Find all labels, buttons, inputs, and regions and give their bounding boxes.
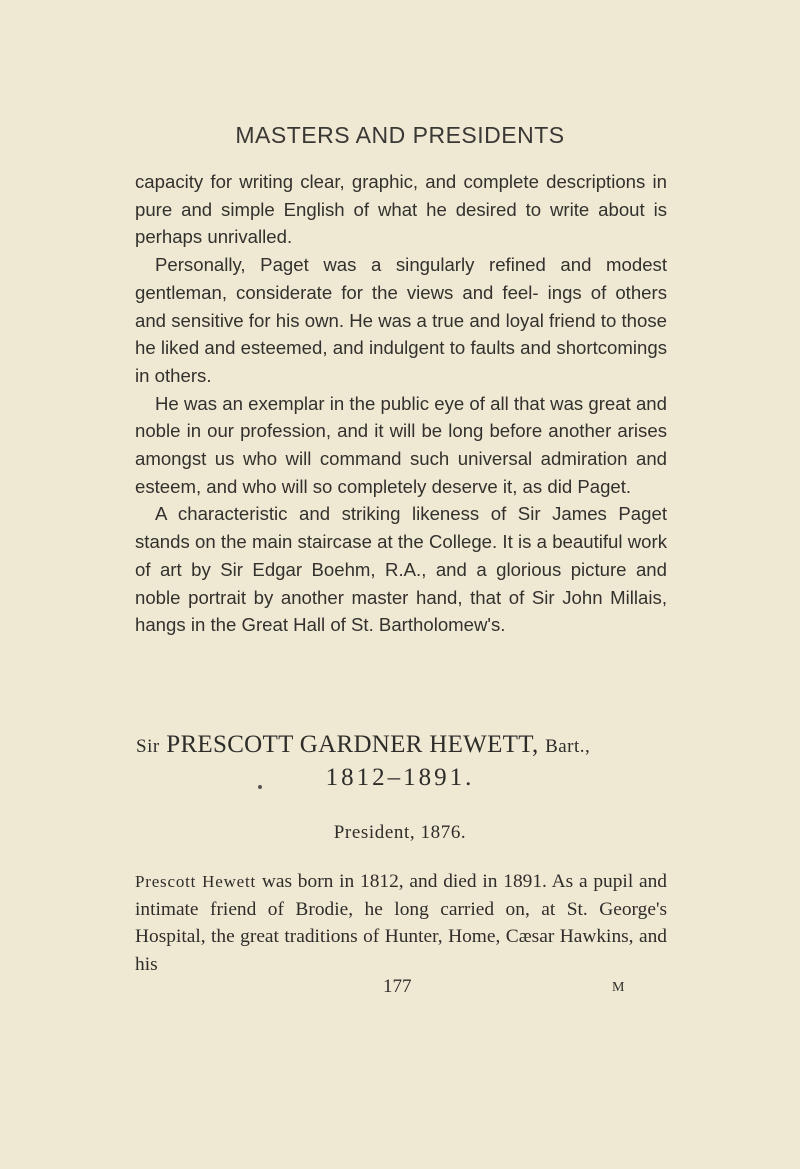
page-number: 177 — [383, 976, 412, 997]
heading-suffix: Bart., — [545, 736, 591, 757]
paragraph: He was an exemplar in the public eye of all that was great and noble in our profession, and it will be long before another arises amongst us who will command such universal admiration and esteem, and who will so completely deserve it, as did Paget. — [135, 392, 667, 497]
heading-name: PRESCOTT GARDNER HEWETT, — [166, 731, 539, 758]
page-footer — [0, 976, 800, 1006]
section-heading — [136, 731, 676, 759]
running-head: MASTERS AND PRESIDENTS — [235, 122, 565, 148]
heading-prefix: Sir — [136, 736, 160, 757]
paragraph: capacity for writing clear, graphic, and complete descriptions in pure and simple English of what he desired to write about is perhaps unrivalled. — [135, 171, 667, 248]
signature-mark: M — [612, 980, 625, 995]
paragraph: Personally, Paget was a singularly refined and modest gentleman, considerate for the views and feel- ings of others and sensitive for his own. He was a true and loyal friend to those he liked and esteemed, and indulgent to faults and shortcomings in others. — [135, 254, 667, 386]
paragraph — [135, 868, 667, 978]
paragraph: A characteristic and striking likeness of Sir James Paget stands on the main staircase at the College. It is a beautiful work of art by Sir Edgar Boehm, R.A., and a glorious picture and noble portrait by another master hand, that of Sir John Millais, hangs in the Great Hall of St. Bartholomew's. — [135, 503, 667, 636]
section-years: 1812–1891. — [325, 764, 475, 791]
body-text — [135, 168, 667, 639]
section-body — [135, 868, 667, 978]
lead-in: Prescott Hewett — [135, 872, 257, 891]
section-subtitle: President, 1876. — [333, 822, 467, 843]
paragraph-text: was born in 1812, and died in 1891. As a pupil and intimate friend of Brodie, he long carried on, at St. George's Hospital, the great traditions of Hunter, Home, Cæsar Hawkins, and his — [135, 871, 667, 975]
